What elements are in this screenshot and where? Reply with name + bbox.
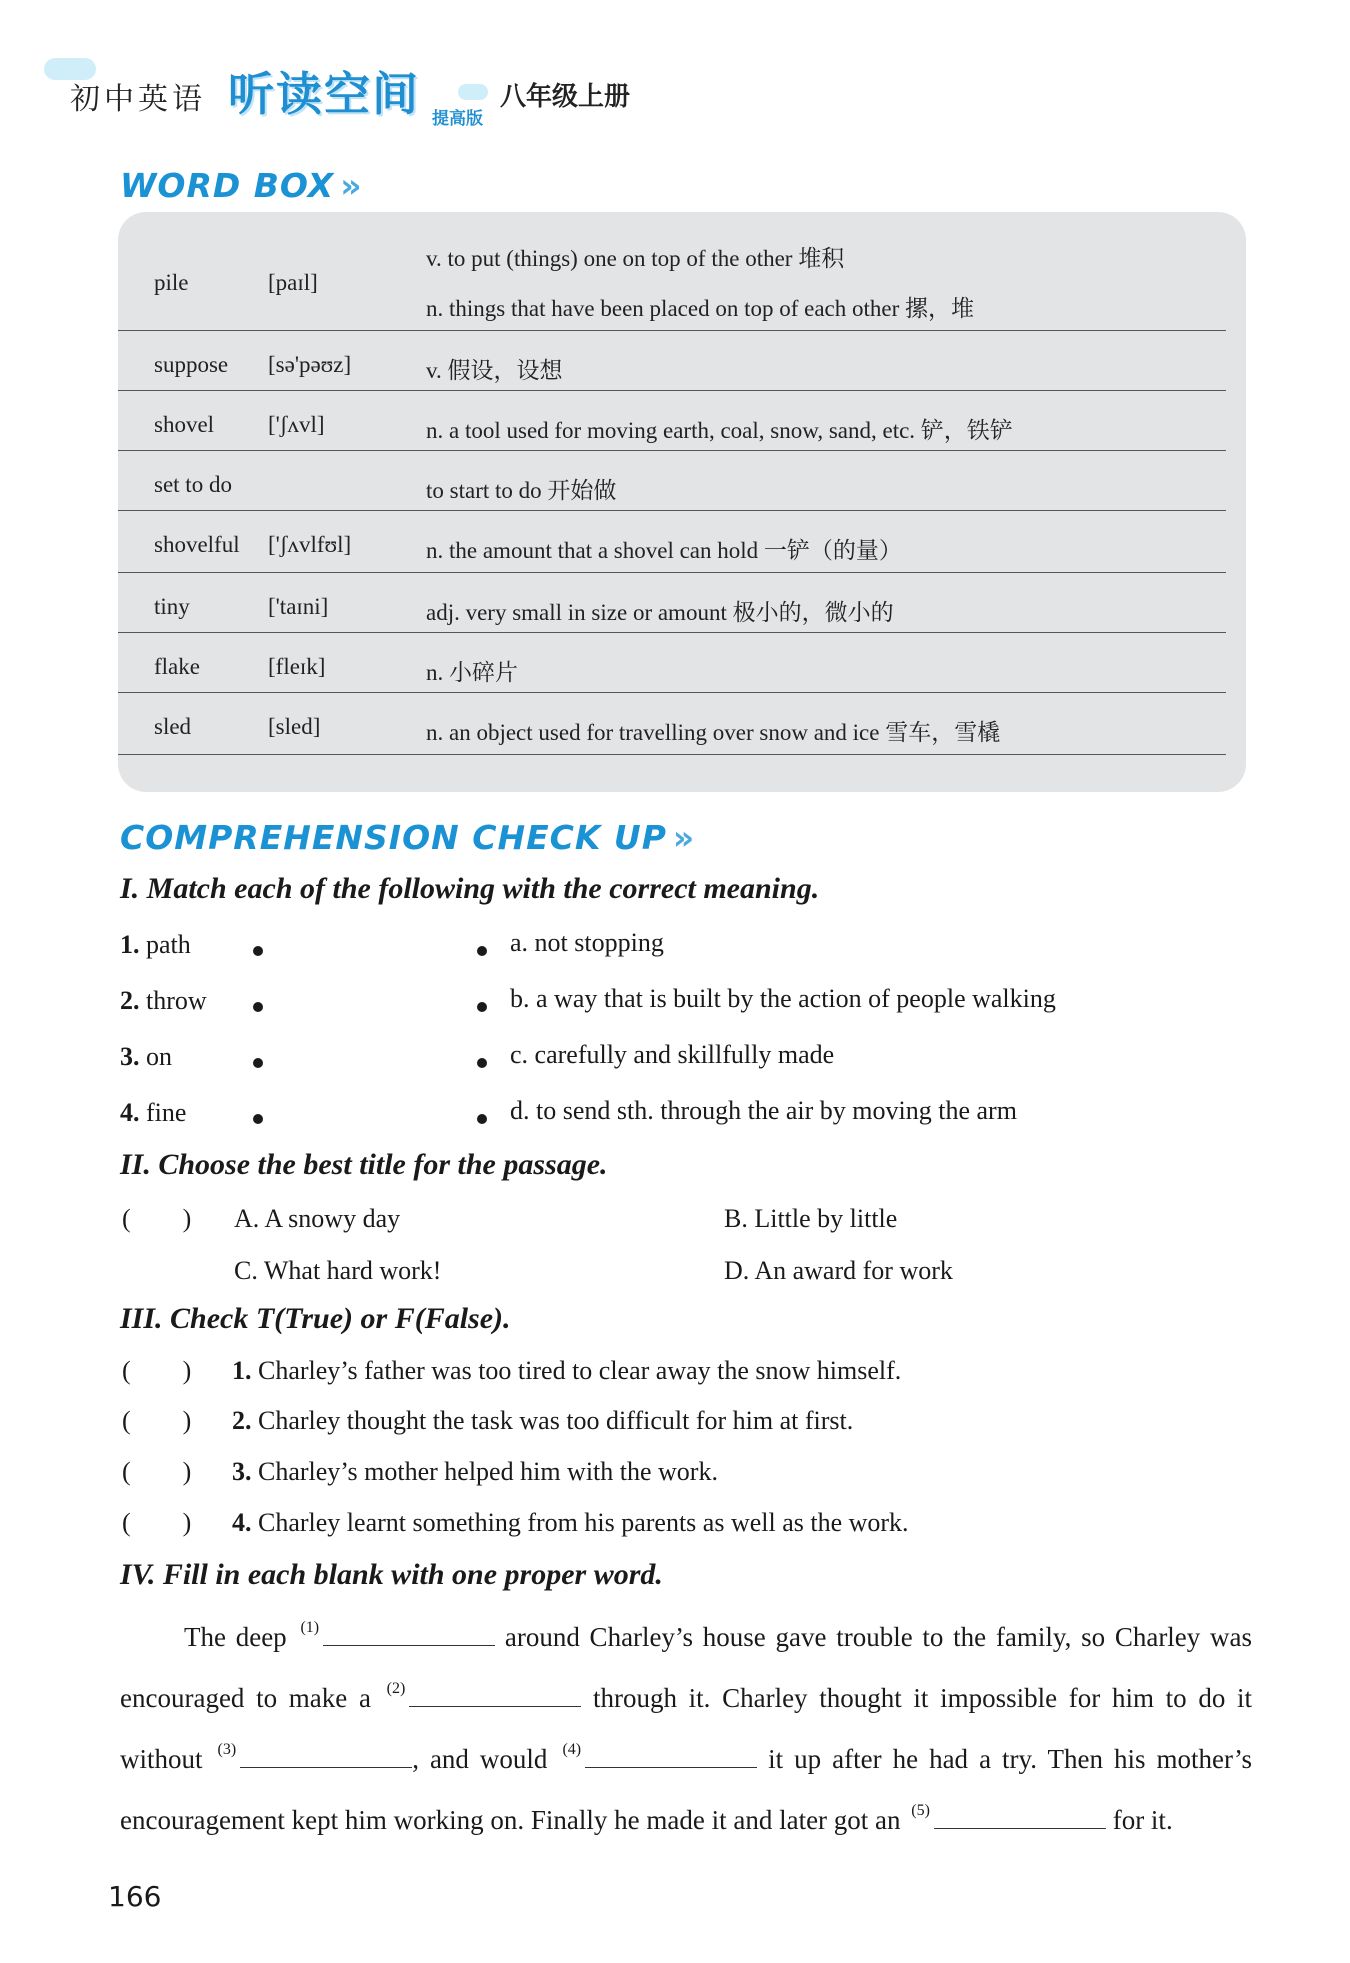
word-definition: n. the amount that a shovel can hold 一铲（的量） bbox=[426, 538, 902, 563]
blank-number: (3) bbox=[217, 1741, 237, 1758]
divider bbox=[118, 390, 1226, 391]
tf-item bbox=[232, 1457, 718, 1487]
match-left-item bbox=[120, 1042, 172, 1072]
item-number: 4. bbox=[120, 1098, 140, 1127]
item-text: Charley’s father was too tired to clear away the snow himself. bbox=[258, 1356, 902, 1385]
answer-bracket[interactable]: ( ) bbox=[122, 1508, 192, 1537]
blank-1[interactable] bbox=[323, 1623, 495, 1646]
option-a: A. A snowy day bbox=[234, 1204, 401, 1233]
match-dot-left[interactable] bbox=[253, 946, 263, 956]
match-dot-right[interactable] bbox=[477, 1002, 487, 1012]
divider bbox=[118, 510, 1226, 511]
match-left-item bbox=[120, 986, 207, 1016]
match-right-item: a. not stopping bbox=[510, 928, 664, 957]
blank-5[interactable] bbox=[934, 1806, 1106, 1829]
word-text: sled bbox=[154, 714, 192, 739]
item-number: 1. bbox=[120, 930, 140, 959]
passage-text: through it. Charley thought it impossible for him to do it without bbox=[120, 1683, 1253, 1774]
page-number: 166 bbox=[108, 1880, 162, 1913]
word-phonetic: ['ʃʌvlfʊl] bbox=[268, 532, 352, 557]
blank-3[interactable] bbox=[240, 1745, 412, 1768]
word-definition: n. things that have been placed on top of each other 摞，堆 bbox=[426, 296, 975, 321]
item-number: 2. bbox=[120, 986, 140, 1015]
blank-number: (2) bbox=[386, 1680, 406, 1697]
item-number: 3. bbox=[232, 1457, 252, 1486]
item-number: 1. bbox=[232, 1356, 252, 1385]
match-dot-right[interactable] bbox=[477, 946, 487, 956]
item-text: fine bbox=[146, 1098, 187, 1127]
header-edition: 提高版 bbox=[432, 109, 483, 129]
tf-item bbox=[232, 1356, 901, 1386]
word-box-title bbox=[120, 166, 363, 205]
word-text: shovel bbox=[154, 412, 215, 437]
match-dot-right[interactable] bbox=[477, 1114, 487, 1124]
word-text: suppose bbox=[154, 352, 229, 377]
match-left-item bbox=[120, 1098, 186, 1128]
item-text: Charley learnt something from his parents as well as the work. bbox=[258, 1508, 909, 1537]
passage-text: around Charley’s house gave trouble to the family, so Charley was encouraged to make a bbox=[120, 1622, 1253, 1713]
blank-number: (1) bbox=[300, 1619, 320, 1636]
header-brand-logo: 听读空间 bbox=[228, 67, 420, 121]
divider bbox=[118, 330, 1226, 331]
double-chevron-right-icon: » bbox=[340, 166, 363, 205]
divider bbox=[118, 692, 1226, 693]
word-definition: n. a tool used for moving earth, coal, snow, sand, etc. 铲，铁铲 bbox=[426, 418, 1013, 443]
divider bbox=[118, 754, 1226, 755]
passage-text: The deep bbox=[184, 1622, 287, 1652]
match-right-item: c. carefully and skillfully made bbox=[510, 1040, 835, 1069]
comprehension-title-text: COMPREHENSION CHECK UP bbox=[120, 818, 667, 857]
item-number: 4. bbox=[232, 1508, 252, 1537]
option-b: B. Little by little bbox=[724, 1204, 898, 1233]
item-text: Charley thought the task was too difficult for him at first. bbox=[258, 1406, 854, 1435]
match-right-item: d. to send sth. through the air by moving the arm bbox=[510, 1096, 1017, 1125]
part3-heading: III. Check T(True) or F(False). bbox=[120, 1302, 511, 1335]
word-definition: v. to put (things) one on top of the other 堆积 bbox=[426, 246, 845, 271]
word-phonetic: [sə'pəʊz] bbox=[268, 352, 352, 377]
word-text: flake bbox=[154, 654, 200, 679]
answer-bracket[interactable]: ( ) bbox=[122, 1406, 192, 1435]
part1-heading: I. Match each of the following with the correct meaning. bbox=[120, 872, 820, 905]
word-definition: to start to do 开始做 bbox=[426, 478, 617, 503]
header-grade: 八年级上册 bbox=[500, 82, 631, 112]
part2-heading: II. Choose the best title for the passage. bbox=[120, 1148, 608, 1181]
blank-2[interactable] bbox=[409, 1684, 581, 1707]
item-text: on bbox=[146, 1042, 172, 1071]
match-dot-left[interactable] bbox=[253, 1002, 263, 1012]
item-text: throw bbox=[146, 986, 207, 1015]
word-phonetic: [sled] bbox=[268, 714, 321, 739]
word-definition: v. 假设，设想 bbox=[426, 358, 563, 383]
word-text: pile bbox=[154, 270, 189, 295]
divider bbox=[118, 450, 1226, 451]
match-dot-right[interactable] bbox=[477, 1058, 487, 1068]
option-d: D. An award for work bbox=[724, 1256, 953, 1285]
word-phonetic: [fleɪk] bbox=[268, 654, 326, 679]
blank-number: (5) bbox=[911, 1802, 930, 1819]
blank-number: (4) bbox=[562, 1741, 582, 1758]
item-text: path bbox=[146, 930, 191, 959]
option-c: C. What hard work! bbox=[234, 1256, 442, 1285]
answer-bracket[interactable]: ( ) bbox=[122, 1457, 192, 1486]
comprehension-title bbox=[120, 818, 695, 857]
blank-4[interactable] bbox=[585, 1745, 757, 1768]
passage-text: , and would bbox=[412, 1744, 548, 1774]
word-box-title-text: WORD BOX bbox=[120, 166, 335, 205]
passage-text: it up after he had a try. Then his mother’s encouragement kept him working on. Finally he made it and later got an bbox=[120, 1744, 1253, 1835]
item-text: Charley’s mother helped him with the work. bbox=[258, 1457, 718, 1486]
match-right-item: b. a way that is built by the action of people walking bbox=[510, 984, 1056, 1013]
word-phonetic: [paɪl] bbox=[268, 270, 318, 295]
fill-blank-passage bbox=[120, 1602, 1252, 1846]
word-text: set to do bbox=[154, 472, 232, 497]
divider bbox=[118, 632, 1226, 633]
word-definition: n. 小碎片 bbox=[426, 660, 518, 685]
match-left-item bbox=[120, 930, 191, 960]
part4-heading: IV. Fill in each blank with one proper word. bbox=[120, 1558, 663, 1591]
match-dot-left[interactable] bbox=[253, 1114, 263, 1124]
double-chevron-right-icon: » bbox=[672, 818, 696, 857]
answer-bracket[interactable]: ( ) bbox=[122, 1356, 192, 1385]
header-cloud-decoration-small bbox=[458, 84, 488, 100]
word-phonetic: ['ʃʌvl] bbox=[268, 412, 325, 437]
tf-item bbox=[232, 1406, 853, 1436]
tf-item bbox=[232, 1508, 909, 1538]
word-definition: n. an object used for travelling over snow and ice 雪车，雪橇 bbox=[426, 720, 1001, 745]
passage-text: for it. bbox=[1112, 1805, 1173, 1835]
item-number: 2. bbox=[232, 1406, 252, 1435]
word-text: shovelful bbox=[154, 532, 240, 557]
word-phonetic: ['taɪni] bbox=[268, 594, 329, 619]
answer-bracket[interactable]: ( ) bbox=[122, 1204, 192, 1233]
item-number: 3. bbox=[120, 1042, 140, 1071]
header-subject: 初中英语 bbox=[70, 82, 206, 117]
divider bbox=[118, 572, 1226, 573]
match-dot-left[interactable] bbox=[253, 1058, 263, 1068]
word-definition: adj. very small in size or amount 极小的，微小的 bbox=[426, 600, 894, 625]
word-text: tiny bbox=[154, 594, 190, 619]
